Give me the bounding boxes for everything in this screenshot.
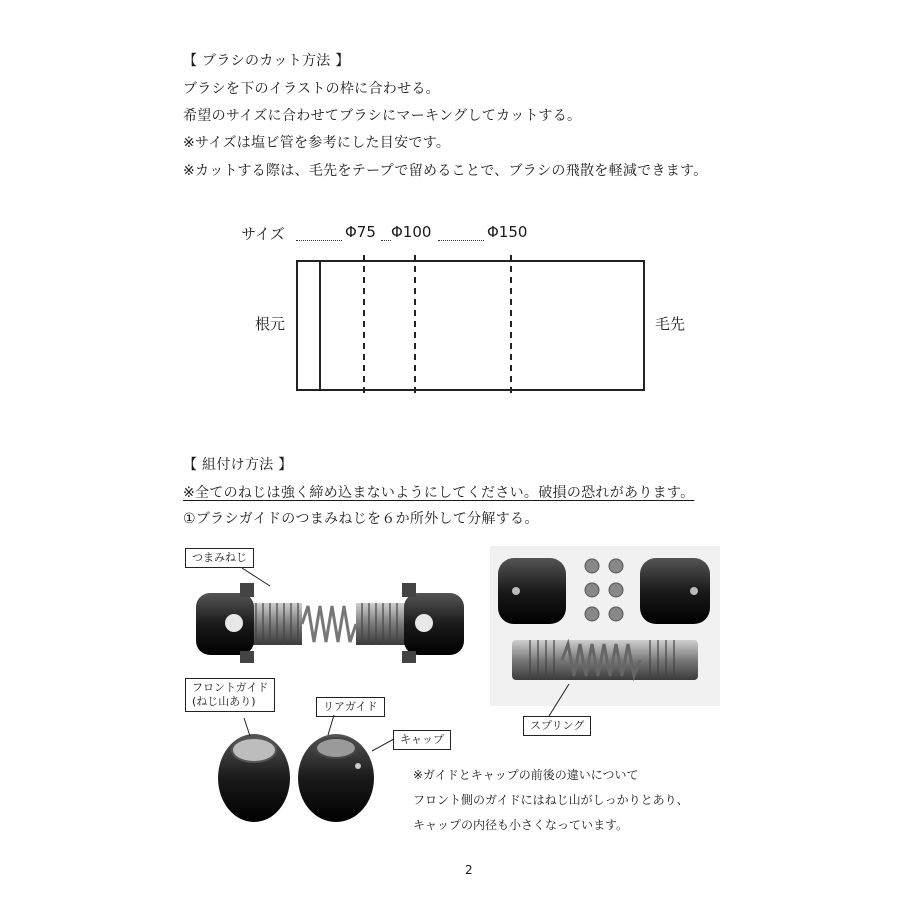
callout-front-guide [185,678,275,712]
callout-cap: キャップ [393,730,451,750]
callout-front-guide-line1: フロントガイド [192,681,269,694]
knob-screw-top-right [402,583,416,597]
left-guide-hole [225,614,243,632]
size-label: サイズ [241,225,285,243]
brush-cut-frame-diagram [290,255,652,398]
callout-knob-screw: つまみねじ [185,548,254,568]
brush-frame [297,261,644,390]
knob-screw-bottom-left [240,651,254,663]
size-phi150: Φ150 [487,223,528,241]
root-label: 根元 [255,315,286,333]
callout-rear-guide: リアガイド [316,697,385,717]
callout-front-guide-line2: (ねじ山あり) [192,695,256,708]
cut-instruction-1: ブラシを下のイラストの枠に合わせる。 [183,81,440,97]
rear-guide-piece [498,558,566,624]
bellows-right [356,603,406,645]
front-guide-thread-opening [232,738,276,762]
left-guide [196,593,254,655]
cut-instruction-2: 希望のサイズに合わせてブラシにマーキングしてカットする。 [183,108,582,124]
size-phi100: Φ100 [391,223,432,241]
callout-spring: スプリング [523,716,591,736]
screw-warning: ※全てのねじは強く締め込まないようにしてください。破損の恐れがあります。 [183,485,695,501]
note-line-3: キャップの内径も小さくなっています。 [413,818,629,832]
callout-spring-leader [545,680,575,720]
callout-leaders-guides [320,713,410,753]
note-line-2: フロント側のガイドにはねじ山がしっかりとあり、 [413,793,689,807]
front-guide-piece [640,558,710,624]
callout-front-guide-leader [240,716,260,740]
knob-screw-bottom-right [402,651,416,663]
note-line-1: ※ガイドとキャップの前後の違いについて [413,768,639,782]
right-guide-hole [415,614,433,632]
assembly-step-1: ①ブラシガイドのつまみねじを６か所外して分解する。 [183,511,539,527]
page-number: 2 [465,863,473,877]
assembly-section-heading: 【 組付け方法 】 [183,457,293,473]
right-guide [404,593,464,655]
size-phi75: Φ75 [345,223,376,241]
callout-knob-screw-leader [240,566,280,590]
bellows-left [250,603,302,645]
size-leader-dots-3 [438,226,484,245]
size-leader-dots-2 [381,226,391,245]
cut-section-heading: 【 ブラシのカット方法 】 [183,53,350,69]
assembled-guide-photo [188,575,470,670]
disassembled-parts-photo [490,546,720,706]
size-leader-dots-1 [296,226,342,245]
spring [302,606,356,642]
bristle-tip-label: 毛先 [655,315,686,333]
cut-note-1: ※サイズは塩ビ管を参考にした目安です。 [183,135,451,151]
cut-note-2: ※カットする際は、毛先をテープで留めることで、ブラシの飛散を軽減できます。 [183,163,708,179]
